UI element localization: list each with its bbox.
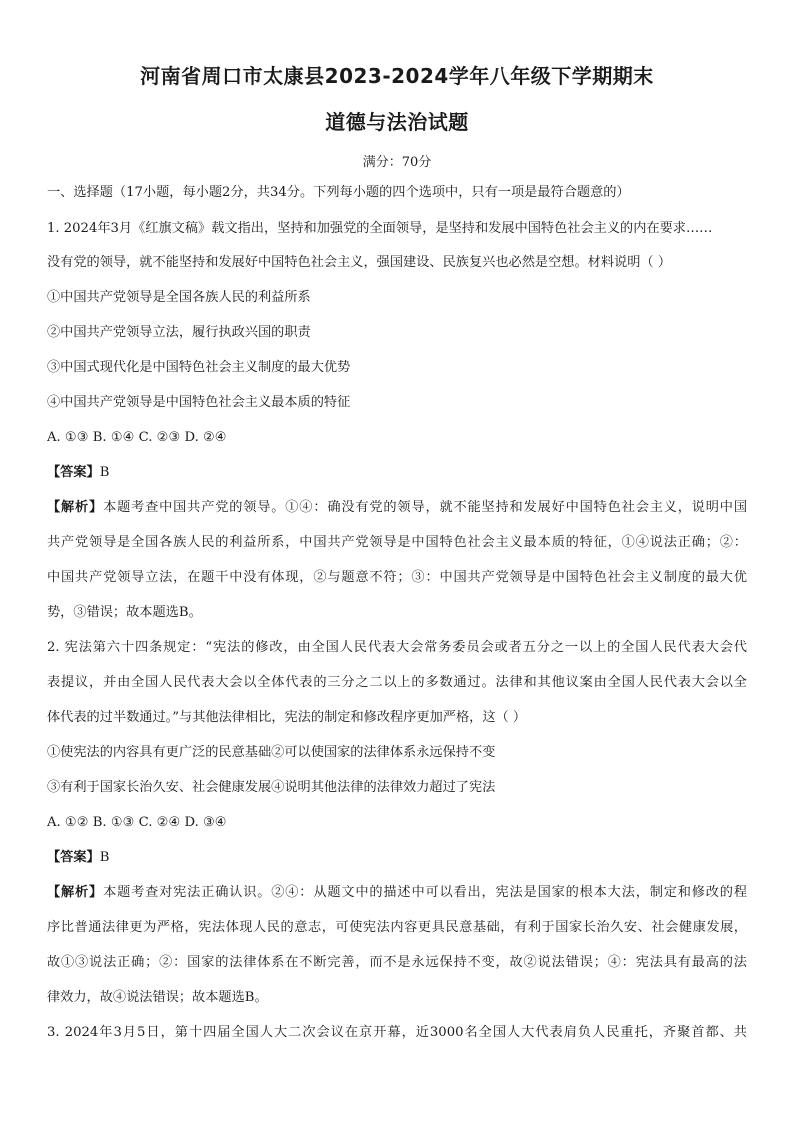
q2-analysis-line-4: 律效力，故④说法错误；故本题选B。 (47, 990, 268, 1005)
analysis-tag: 【解析】 (47, 500, 104, 515)
answer-tag: 【答案】 (47, 465, 100, 480)
q2-analysis-line-3: 故①③说法正确；②：国家的法律体系在不断完善，而不是永远保持不变，故②说法错误；④：宪法具有最高的法 (47, 955, 747, 970)
analysis-text: 本题考查对宪法正确认识。②④：从题文中的描述中可以看出，宪法是国家的根本大法，制定和修改的程 (103, 885, 747, 900)
analysis-tag: 【解析】 (47, 885, 104, 900)
section-heading: 一、选择题（17小题，每小题2分，共34分。下列每小题的四个选项中，只有一项是最符合题意的） (47, 185, 630, 200)
q1-answer (47, 463, 747, 483)
q1-analysis-line-2: 共产党领导是全国各族人民的利益所系，中国共产党领导是中国特色社会主义最本质的特征，①④说法正确；②： (47, 535, 747, 550)
q1-option-2: ②中国共产党领导立法，履行执政兴国的职责 (47, 325, 311, 340)
q1-option-3: ③中国式现代化是中国特色社会主义制度的最大优势 (47, 360, 351, 375)
q2-choices: A. ①② B. ①③ C. ②④ D. ③④ (47, 815, 227, 830)
full-score: 满分：70分 (362, 155, 432, 170)
q1-choices: A. ①③ B. ①④ C. ②③ D. ②④ (47, 430, 227, 445)
q1-analysis-line-1 (47, 498, 747, 518)
document-subtitle: 道德与法治试题 (325, 110, 469, 134)
q1-analysis-line-4: 势，③错误；故本题选B。 (47, 605, 202, 620)
q1-stem-line-1: 1. 2024年3月《红旗文稿》载文指出，坚持和加强党的全面领导，是坚持和发展中国特色社会主义的内在要求…… (47, 221, 713, 236)
q3-stem-line-1: 3. 2024年3月5日，第十四届全国人大二次会议在京开幕，近3000名全国人大代表肩负人民重托，齐聚首都、共 (47, 1025, 747, 1040)
q2-stem-line-1: 2. 宪法第六十四条规定：“宪法的修改，由全国人民代表大会常务委员会或者五分之一以上的全国人民代表大会代 (47, 640, 747, 655)
q1-option-1: ①中国共产党领导是全国各族人民的利益所系 (47, 290, 311, 305)
analysis-text: 本题考查中国共产党的领导。①④：确没有党的领导，就不能坚持和发展好中国特色社会主义，说明中国 (103, 500, 747, 515)
answer-tag: 【答案】 (47, 850, 100, 865)
q1-option-4: ④中国共产党领导是中国特色社会主义最本质的特征 (47, 395, 351, 410)
q1-analysis-line-3: 中国共产党领导立法，在题干中没有体现，②与题意不符；③：中国共产党领导是中国特色社会主义制度的最大优 (47, 570, 747, 585)
q1-stem-line-2: 没有党的领导，就不能坚持和发展好中国特色社会主义，强国建设、民族复兴也必然是空想。材料说明（ ） (47, 255, 672, 270)
q2-analysis-line-1 (47, 883, 747, 903)
q2-answer (47, 848, 747, 868)
q2-options-line-1: ①使宪法的内容具有更广泛的民意基础②可以使国家的法律体系永远保持不变 (47, 745, 496, 760)
document-title: 河南省周口市太康县2023-2024学年八年级下学期期末 (140, 64, 654, 88)
q2-options-line-2: ③有利于国家长治久安、社会健康发展④说明其他法律的法律效力超过了宪法 (47, 780, 496, 795)
answer-value: B (99, 850, 110, 865)
answer-value: B (99, 465, 110, 480)
q2-stem-line-3: 体代表的过半数通过。”与其他法律相比，宪法的制定和修改程序更加严格，这（ ） (47, 710, 527, 725)
q2-analysis-line-2: 序比普通法律更为严格，宪法体现人民的意志，可使宪法内容更具民意基础，有利于国家长治久安、社会健康发展， (47, 920, 747, 935)
q2-stem-line-2: 表提议，并由全国人民代表大会以全体代表的三分之二以上的多数通过。法律和其他议案由全国人民代表大会以全 (47, 675, 747, 690)
